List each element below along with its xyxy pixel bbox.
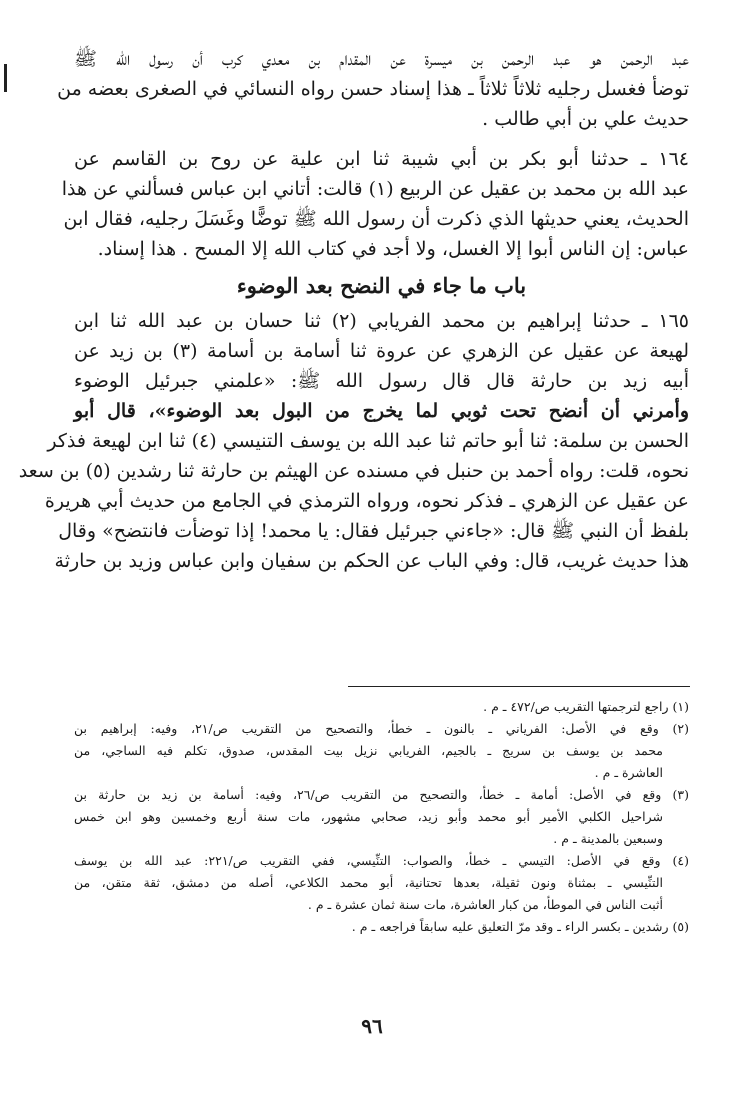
text-line: لهيعة عن عقيل عن الزهري عن عروة ثنا أسامة بن أسامة (٣) بن زيد عن [74, 340, 689, 362]
text-line: الحديث، يعني حديثها الذي ذكرت أن رسول الله ﷺ توضًّا وغَسَلَ رجليه، فقال ابن [63, 208, 689, 230]
text-line: بلفظ أن النبي ﷺ قال: «جاءني جبرئيل فقال: يا محمد! إذا توضأت فانتضح» وقال [58, 520, 689, 542]
footnote-line: أثبت الناس في الموطأ، من كبار العاشرة، مات سنة ثمان عشرة ـ م . [307, 897, 663, 912]
footnote-5 [74, 916, 689, 938]
footnote-4 [74, 850, 689, 916]
text-line: وأمرني أن أنضح تحت ثوبي لما يخرج من البول بعد الوضوء»، قال أبو [74, 400, 689, 422]
text-line: حديث علي بن أبي طالب . [482, 108, 689, 130]
footnote-2 [74, 718, 689, 784]
footnote-line: (١) راجع لترجمتها التقريب ص/٤٧٢ ـ م . [483, 699, 689, 714]
text-line: الحسن بن سلمة: ثنا أبو حاتم ثنا عبد الله بن يوسف التنيسي (٤) ثنا ابن لهيعة فذكر [47, 430, 689, 452]
main-text [18, 44, 689, 576]
footnote-3 [74, 784, 689, 850]
footnote-line: (٥) رشدين ـ بكسر الراء ـ وقد مرّ التعليق عليه سابقاً فراجعه ـ م . [351, 919, 689, 934]
footnote-separator [348, 686, 690, 687]
margin-mark [4, 64, 7, 92]
footnote-line: محمد بن يوسف بن سريج ـ بالجيم، الفريابي نزيل بيت المقدس، صدوق، تكلم فيه الساجي، من [74, 743, 663, 758]
text-line: عبد الرحمن هو عبد الرحمن بن ميسرة عن المقدام بن معدي كرب أن رسول الله ﷺ [74, 48, 689, 70]
footnote-line: (٢) وقع في الأصل: الفرياني ـ بالنون ـ خطأ، والتصحيح من التقريب ص/٢١، وفيه: إبراهيم بن [74, 721, 689, 736]
text-line: هذا حديث غريب، قال: وفي الباب عن الحكم بن سفيان وابن عباس وزيد بن حارثة [54, 550, 689, 572]
footnote-1 [74, 696, 689, 718]
footnote-line: العاشرة ـ م . [594, 765, 663, 780]
text-line: عباس: إن الناس أبوا إلا الغسل، ولا أجد في كتاب الله إلا المسح . هذا إسناد. [97, 238, 689, 260]
text-line: أبيه زيد بن حارثة قال قال رسول الله ﷺ: «علمني جبرئيل الوضوء [74, 370, 689, 392]
hadith-164-line: ١٦٤ ـ حدثنا أبو بكر بن أبي شيبة ثنا ابن علية عن روح بن القاسم عن [74, 148, 689, 170]
page-number: ٩٦ [361, 1014, 383, 1038]
text-line: توضأ فغسل رجليه ثلاثاً ثلاثاً ـ هذا إسناد حسن رواه النسائي في الصغرى بعضه من [57, 78, 689, 100]
footnote-line: التنِّيسي ـ بمثناة ونون ثقيلة، بعدها تحتانية، أبو محمد الكلاعي، أصله من دمشق، ثقة متقن، من [74, 875, 663, 890]
text-line: عبد الله بن محمد بن عقيل عن الربيع (١) قالت: أتاني ابن عباس فسألني عن هذا [61, 178, 689, 200]
hadith-165-line: ١٦٥ ـ حدثنا إبراهيم بن محمد الفريابي (٢) ثنا حسان بن عبد الله ثنا ابن [74, 310, 689, 332]
text-line: نحوه، قلت: رواه أحمد بن حنبل في مسنده عن الهيثم بن حارثة ثنا رشدين (٥) بن سعد [18, 460, 689, 482]
footnote-line: (٤) وقع في الأصل: التيسي ـ خطأ، والصواب: التنِّيسي، ففي التقريب ص/٢٢١: عبد الله بن يوسف [74, 853, 689, 868]
footnote-line: وسبعين بالمدينة ـ م . [553, 831, 663, 846]
text-line: عن عقيل عن الزهري ـ فذكر نحوه، ورواه الترمذي في الجامع من حديث أبي هريرة [44, 490, 689, 512]
chapter-heading: باب ما جاء في النضح بعد الوضوء [236, 273, 527, 298]
footnote-line: (٣) وقع في الأصل: أمامة ـ خطأ، والتصحيح من التقريب ص/٢٦، وفيه: أسامة بن زيد بن حارثة بن [74, 787, 689, 802]
footnotes [74, 696, 689, 938]
footnote-line: شراحيل الكلبي الأمير أبو محمد وأبو زيد، صحابي مشهور، مات سنة أربع وخمسين وهو ابن خمس [74, 809, 663, 824]
